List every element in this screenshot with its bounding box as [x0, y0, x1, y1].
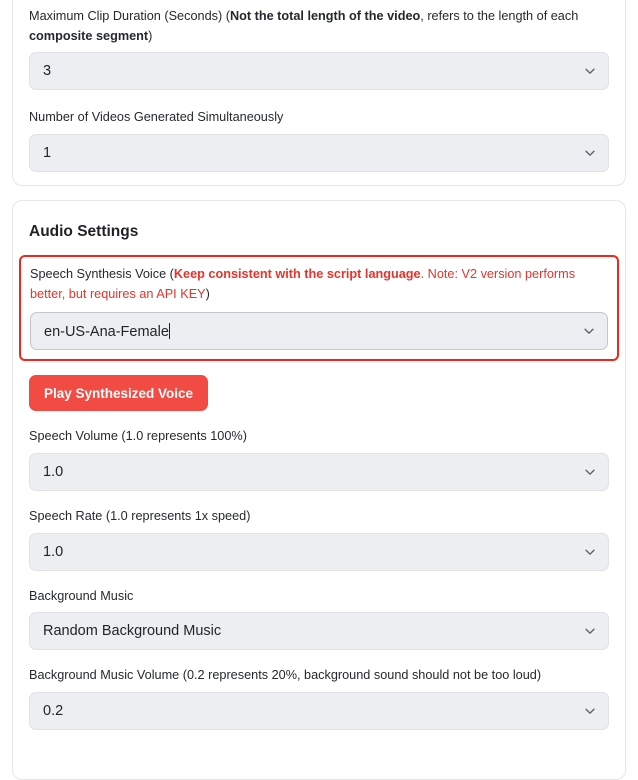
page-title: Audio Settings	[29, 223, 139, 240]
label-segment-bold-1: Not the total length of the video	[229, 9, 421, 23]
select-max-clip-duration[interactable]	[29, 52, 609, 90]
chevron-down-icon	[582, 324, 596, 338]
select-value-speech-synthesis-voice	[44, 323, 170, 340]
field-speech-synthesis-voice	[30, 312, 608, 350]
field-label-background-music-volume: Background Music Volume (0.2 represents 20%, background sound should not be too loud)	[29, 668, 542, 683]
voice-label-plain-1: Speech Synthesis Voice (	[30, 267, 174, 281]
field-label-speech-rate: Speech Rate (1.0 represents 1x speed)	[29, 509, 251, 524]
field-label-background-music: Background Music	[29, 588, 134, 603]
field-label-num-videos: Number of Videos Generated Simultaneously	[29, 110, 284, 125]
audio-settings-panel	[12, 200, 626, 780]
voice-label-red-bold: Keep consistent with the script language	[173, 267, 421, 281]
select-value-background-music: Random Background Music	[43, 623, 222, 640]
select-speech-synthesis-voice[interactable]	[30, 312, 608, 350]
select-background-music[interactable]	[29, 612, 609, 650]
chevron-down-icon	[583, 704, 597, 718]
text-cursor	[169, 323, 170, 339]
chevron-down-icon	[583, 624, 597, 638]
select-value-background-music-volume: 0.2	[43, 703, 64, 720]
select-num-videos[interactable]	[29, 134, 609, 172]
voice-label-red-normal: . Note: V2 version performs better, but requires an API KEY	[30, 267, 576, 301]
field-num-videos	[29, 108, 609, 172]
video-settings-panel	[12, 0, 626, 186]
speech-synthesis-voice-highlight	[19, 255, 619, 361]
select-speech-volume[interactable]	[29, 453, 609, 491]
label-segment-plain-1: Maximum Clip Duration (Seconds) (	[29, 9, 230, 23]
field-speech-volume	[29, 427, 609, 491]
field-background-music-volume	[29, 666, 609, 730]
field-background-music	[29, 587, 609, 651]
field-label-speech-volume: Speech Volume (1.0 represents 100%)	[29, 429, 247, 444]
field-label-max-clip-duration	[29, 7, 609, 46]
select-value-speech-volume: 1.0	[43, 464, 64, 481]
chevron-down-icon	[583, 64, 597, 78]
select-value-num-videos: 1	[43, 145, 52, 162]
select-value-speech-rate: 1.0	[43, 543, 64, 560]
voice-value-text: en-US-Ana-Female	[44, 323, 169, 340]
field-label-speech-synthesis-voice	[30, 265, 608, 304]
field-max-clip-duration	[29, 7, 609, 90]
chevron-down-icon	[583, 545, 597, 559]
select-speech-rate[interactable]	[29, 533, 609, 571]
voice-label-plain-2: )	[205, 286, 210, 301]
select-background-music-volume[interactable]	[29, 692, 609, 730]
field-speech-rate	[29, 507, 609, 571]
select-value-max-clip-duration: 3	[43, 63, 52, 80]
label-segment-bold-2: composite segment	[29, 28, 149, 43]
label-segment-plain-2: , refers to the length of each	[420, 9, 579, 23]
chevron-down-icon	[583, 465, 597, 479]
play-synthesized-voice-button[interactable]: Play Synthesized Voice	[29, 375, 208, 411]
label-segment-plain-3: )	[148, 28, 153, 43]
chevron-down-icon	[583, 146, 597, 160]
